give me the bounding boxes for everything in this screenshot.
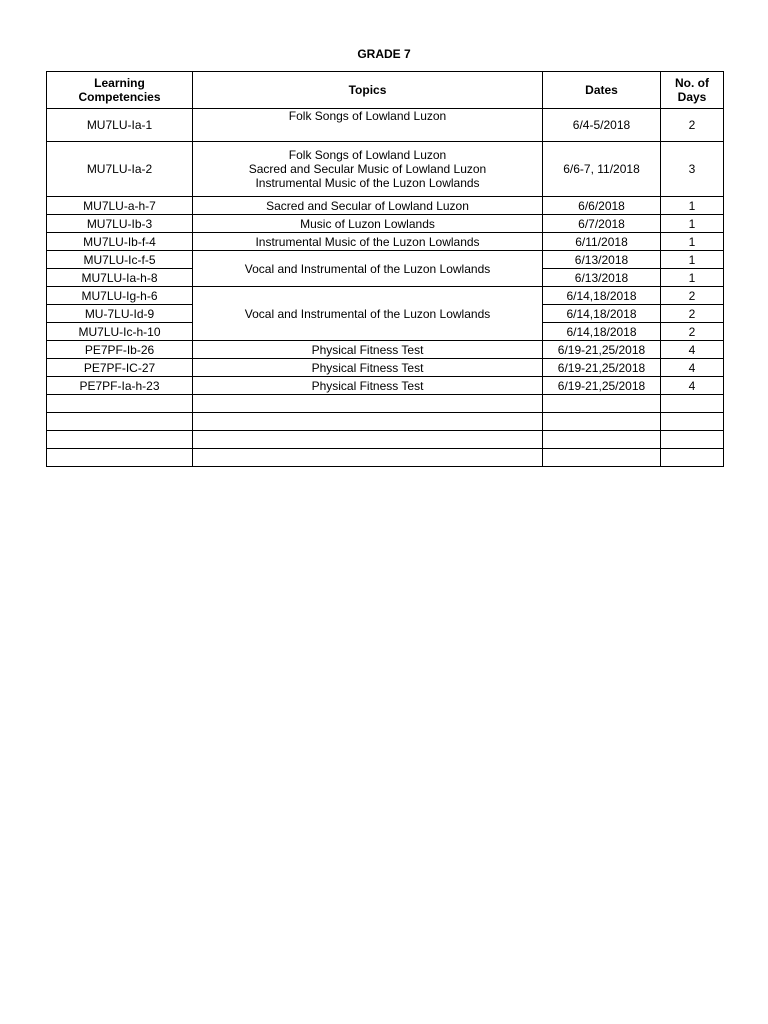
header-topics: Topics	[193, 72, 543, 109]
date-cell: 6/14,18/2018	[543, 323, 661, 341]
table-row	[47, 233, 724, 251]
empty-cell	[47, 395, 193, 413]
empty-cell	[47, 431, 193, 449]
empty-cell	[193, 395, 543, 413]
date-cell: 6/19-21,25/2018	[543, 359, 661, 377]
date-cell: 6/6-7, 11/2018	[543, 142, 661, 197]
date-cell: 6/14,18/2018	[543, 287, 661, 305]
competency-code: MU7LU-Ia-2	[47, 142, 193, 197]
empty-cell	[661, 449, 724, 467]
date-cell: 6/19-21,25/2018	[543, 341, 661, 359]
competency-code: MU7LU-Ib-3	[47, 215, 193, 233]
date-cell: 6/4-5/2018	[543, 109, 661, 142]
table-row	[47, 197, 724, 215]
date-cell: 6/13/2018	[543, 269, 661, 287]
topic-cell-merged: Vocal and Instrumental of the Luzon Lowlands	[193, 287, 543, 341]
topic-cell	[193, 142, 543, 197]
topic-line: Sacred and Secular Music of Lowland Luzon	[248, 162, 487, 176]
days-cell: 1	[661, 233, 724, 251]
empty-cell	[193, 449, 543, 467]
days-cell: 1	[661, 215, 724, 233]
table-row	[47, 341, 724, 359]
table-row	[47, 109, 724, 142]
days-cell: 4	[661, 359, 724, 377]
table-row	[47, 287, 724, 305]
competency-code: MU7LU-Ia-h-8	[47, 269, 193, 287]
date-cell: 6/14,18/2018	[543, 305, 661, 323]
topic-cell: Sacred and Secular of Lowland Luzon	[193, 197, 543, 215]
table-row	[47, 359, 724, 377]
date-cell: 6/11/2018	[543, 233, 661, 251]
date-cell: 6/19-21,25/2018	[543, 377, 661, 395]
topic-cell: Physical Fitness Test	[193, 341, 543, 359]
competency-code: MU-7LU-Id-9	[47, 305, 193, 323]
empty-cell	[661, 413, 724, 431]
topic-cell: Folk Songs of Lowland Luzon	[193, 109, 543, 142]
days-cell: 4	[661, 341, 724, 359]
header-competencies-line2: Competencies	[78, 90, 161, 104]
days-cell: 1	[661, 251, 724, 269]
competency-code: MU7LU-Ib-f-4	[47, 233, 193, 251]
topic-cell: Physical Fitness Test	[193, 359, 543, 377]
table-header-row	[47, 72, 724, 109]
table-row	[47, 215, 724, 233]
competency-code: PE7PF-Ib-26	[47, 341, 193, 359]
competency-code: MU7LU-Ig-h-6	[47, 287, 193, 305]
competency-code: PE7PF-Ia-h-23	[47, 377, 193, 395]
days-cell: 1	[661, 197, 724, 215]
topic-cell: Music of Luzon Lowlands	[193, 215, 543, 233]
empty-cell	[543, 449, 661, 467]
page-title: GRADE 7	[357, 47, 411, 61]
days-cell: 3	[661, 142, 724, 197]
table-row	[47, 142, 724, 197]
competency-code: MU7LU-a-h-7	[47, 197, 193, 215]
date-cell: 6/13/2018	[543, 251, 661, 269]
competency-code: PE7PF-IC-27	[47, 359, 193, 377]
competency-code: MU7LU-Ic-f-5	[47, 251, 193, 269]
empty-cell	[543, 431, 661, 449]
days-cell: 1	[661, 269, 724, 287]
days-cell: 2	[661, 305, 724, 323]
topic-line: Folk Songs of Lowland Luzon	[288, 148, 447, 162]
competency-code: MU7LU-Ic-h-10	[47, 323, 193, 341]
empty-row	[47, 395, 724, 413]
date-cell: 6/6/2018	[543, 197, 661, 215]
competency-code: MU7LU-Ia-1	[47, 109, 193, 142]
topic-cell: Physical Fitness Test	[193, 377, 543, 395]
empty-cell	[661, 431, 724, 449]
days-cell: 2	[661, 287, 724, 305]
topic-line: Instrumental Music of the Luzon Lowlands	[255, 176, 480, 190]
table-row	[47, 377, 724, 395]
days-cell: 2	[661, 323, 724, 341]
header-days	[661, 72, 724, 109]
empty-cell	[47, 449, 193, 467]
empty-cell	[193, 431, 543, 449]
empty-cell	[543, 413, 661, 431]
table-row	[47, 251, 724, 269]
empty-cell	[47, 413, 193, 431]
days-cell: 4	[661, 377, 724, 395]
days-cell: 2	[661, 109, 724, 142]
header-dates: Dates	[543, 72, 661, 109]
header-days-line1: No. of	[675, 76, 709, 90]
empty-row	[47, 413, 724, 431]
schedule-table	[46, 71, 724, 467]
header-competencies-line1: Learning	[94, 76, 145, 90]
empty-row	[47, 449, 724, 467]
topic-cell: Instrumental Music of the Luzon Lowlands	[193, 233, 543, 251]
topic-cell-merged: Vocal and Instrumental of the Luzon Lowlands	[193, 251, 543, 287]
empty-cell	[193, 413, 543, 431]
empty-row	[47, 431, 724, 449]
header-competencies	[47, 72, 193, 109]
empty-cell	[661, 395, 724, 413]
empty-cell	[543, 395, 661, 413]
header-days-line2: Days	[677, 90, 707, 104]
date-cell: 6/7/2018	[543, 215, 661, 233]
